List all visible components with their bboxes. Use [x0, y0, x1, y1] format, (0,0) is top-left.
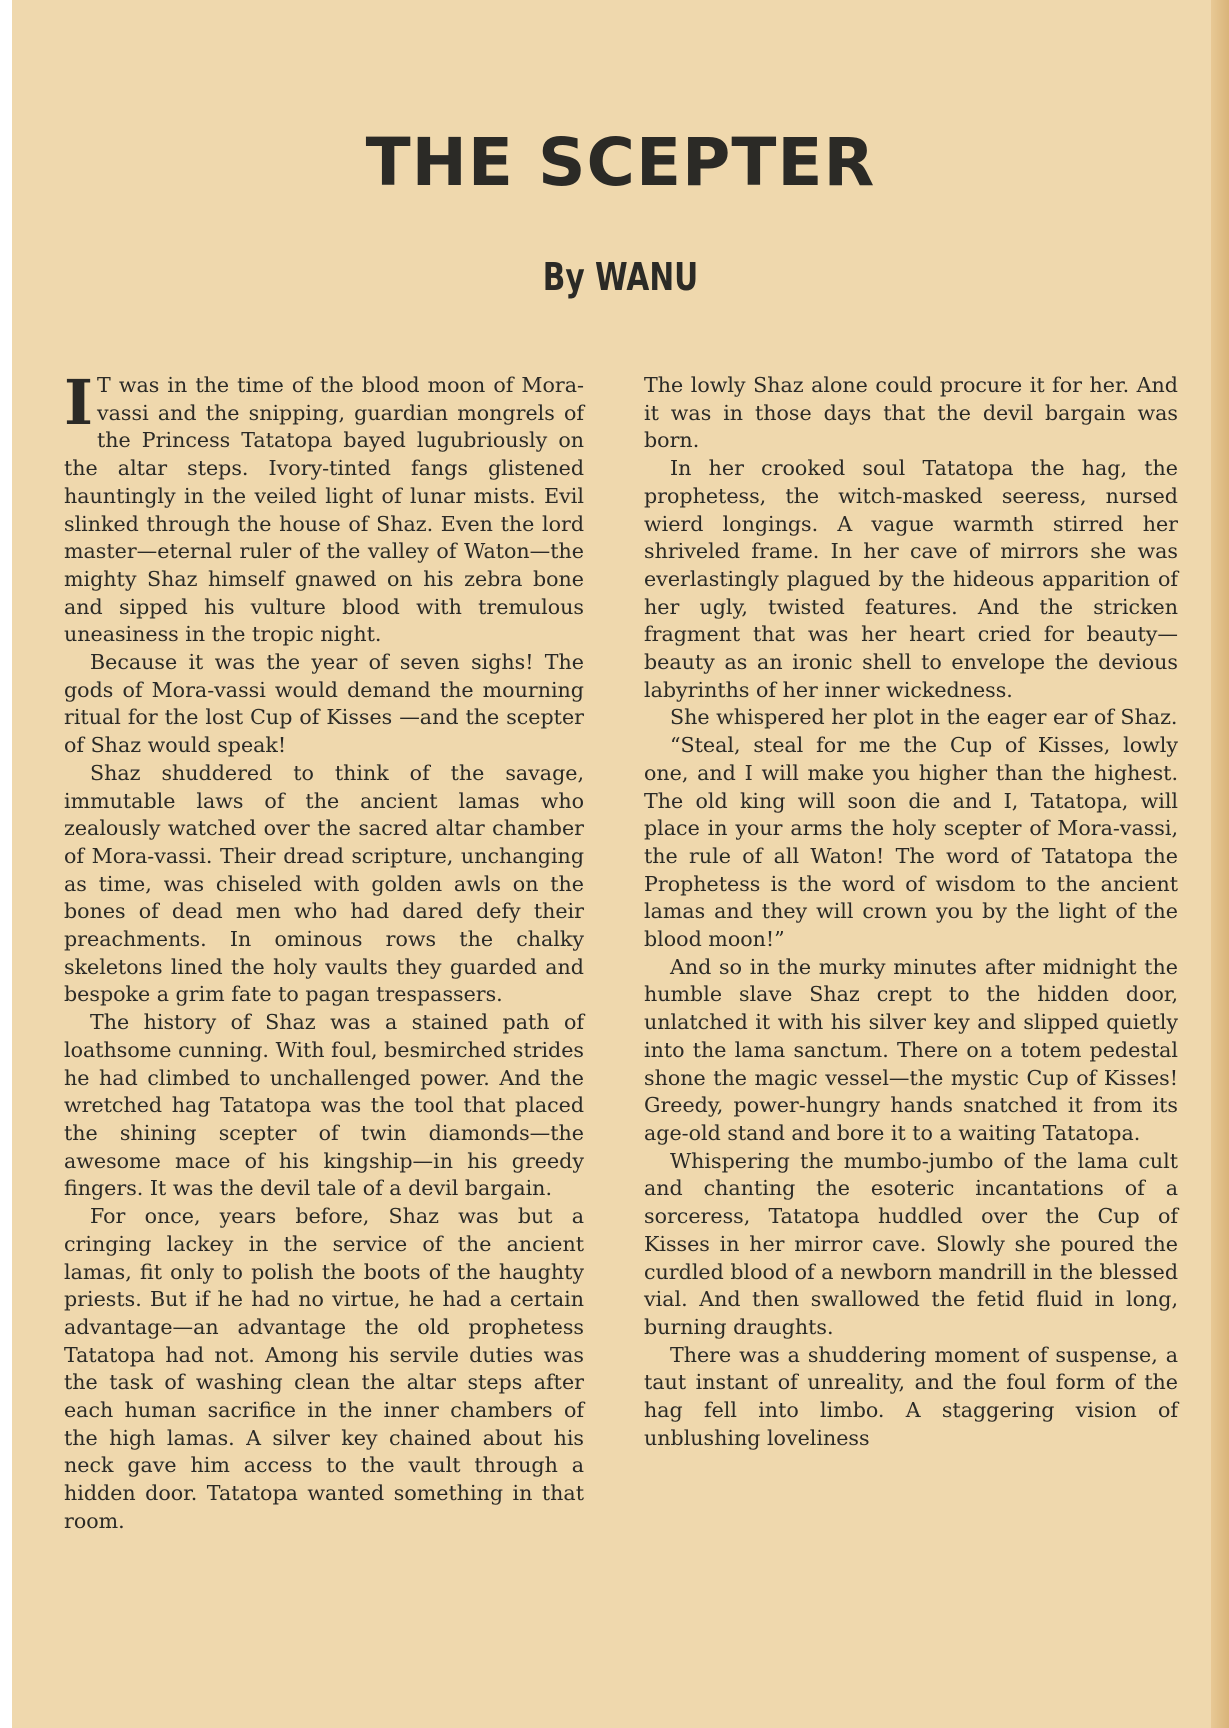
page-edge	[1211, 0, 1229, 1728]
paragraph: The history of Shaz was a stained path of loathsome cunning. With foul, besmirched strides he had climbed to unchallenged power. And the wretched hag Tatatopa was the tool that placed the shining scepter of twin diamonds—the awesome mace of his kingship—in his greedy fingers. It was the devil tale of a devil bargain.	[64, 1010, 584, 1201]
paragraph: She whispered her plot in the eager ear of Shaz.	[670, 705, 1178, 730]
paragraph: There was a shuddering moment of suspense, a taut instant of unreality, and the foul form of the hag fell into limbo. A staggering vision of unblushing loveliness	[644, 1342, 1178, 1450]
left-column	[64, 366, 584, 1536]
drop-cap: I	[64, 366, 94, 439]
paragraph: Whispering the mumbo-jumbo of the lama cult and chanting the esoteric incantations of a sorceress, Tatatopa huddled over the Cup of Kisses in her mirror cave. Slowly she poured the curdled blood of a newborn mandrill in the blessed vial. And then swallowed the fetid fluid in long, burning draughts.	[644, 1148, 1178, 1339]
paragraph: And so in the murky minutes after midnight the humble slave Shaz crept to the hidden door, unlatched it with his silver key and slipped quietly into the lama sanctum. There on a totem pedestal shone the magic vessel—the mystic Cup of Kisses! Greedy, power-hungry hands snatched it from its age-old stand and bore it to a waiting Tatatopa.	[644, 954, 1178, 1145]
paragraph: Because it was the year of seven sighs! The gods of Mora-vassi would demand the mourning ritual for the lost Cup of Kisses —and the scepter of Shaz would speak!	[64, 650, 584, 758]
paragraph: For once, years before, Shaz was but a cringing lackey in the service of the ancient lamas, fit only to polish the boots of the haughty priests. But if he had no virtue, he had a certain advantage—an advantage the old prophetess Tatatopa had not. Among his servile duties was the task of washing clean the altar steps after each human sacrifice in the inner chambers of the high lamas. A silver key chained about his neck gave him access to the vault through a hidden door. Tatatopa wanted something in that room.	[64, 1204, 584, 1533]
opening-paragraph: I T was in the time of the blood moon of Mora-vassi and the snipping, guardian mongrels of the Princess Tatatopa bayed lugubriously on the altar steps. Ivory-tinted fangs glistened hauntingly in the veiled light of lunar mists. Evil slinked through the house of Shaz. Even the lord master—eternal ruler of the valley of Waton—the mighty Shaz himself gnawed on his zebra bone and sipped his vulture blood with tremulous uneasiness in the tropic night.	[64, 366, 584, 647]
paragraph: “Steal, steal for me the Cup of Kisses, lowly one, and I will make you higher than the highest. The old king will soon die and I, Tatatopa, will place in your arms the holy scepter of Mora-vassi, the rule of all Waton! The word of Tatatopa the Prophetess is the word of wisdom to the ancient lamas and they will crown you by the light of the blood moon!”	[644, 733, 1178, 952]
story-byline: By WANU	[542, 255, 699, 299]
right-column	[644, 372, 1178, 1452]
paragraph: In her crooked soul Tatatopa the hag, the prophetess, the witch-masked seeress, nursed wierd longings. A vague warmth stirred her shriveled frame. In her cave of mirrors she was everlastingly plagued by the hideous apparition of her ugly, twisted features. And the stricken fragment that was her heart cried for beauty—beauty as an ironic shell to envelope the devious labyrinths of her inner wickedness.	[644, 456, 1178, 702]
magazine-page	[12, 0, 1229, 1728]
story-title: THE SCEPTER	[365, 124, 876, 201]
paragraph: Shaz shuddered to think of the savage, immutable laws of the ancient lamas who zealously watched over the sacred altar chamber of Mora-vassi. Their dread scripture, unchanging as time, was chiseled with golden awls on the bones of dead men who had dared defy their preachments. In ominous rows the chalky skeletons lined the holy vaults they guarded and bespoke a grim fate to pagan trespassers.	[64, 760, 584, 1007]
continued-paragraph: The lowly Shaz alone could procure it for her. And it was in those days that the devil bargain was born.	[644, 373, 1178, 453]
